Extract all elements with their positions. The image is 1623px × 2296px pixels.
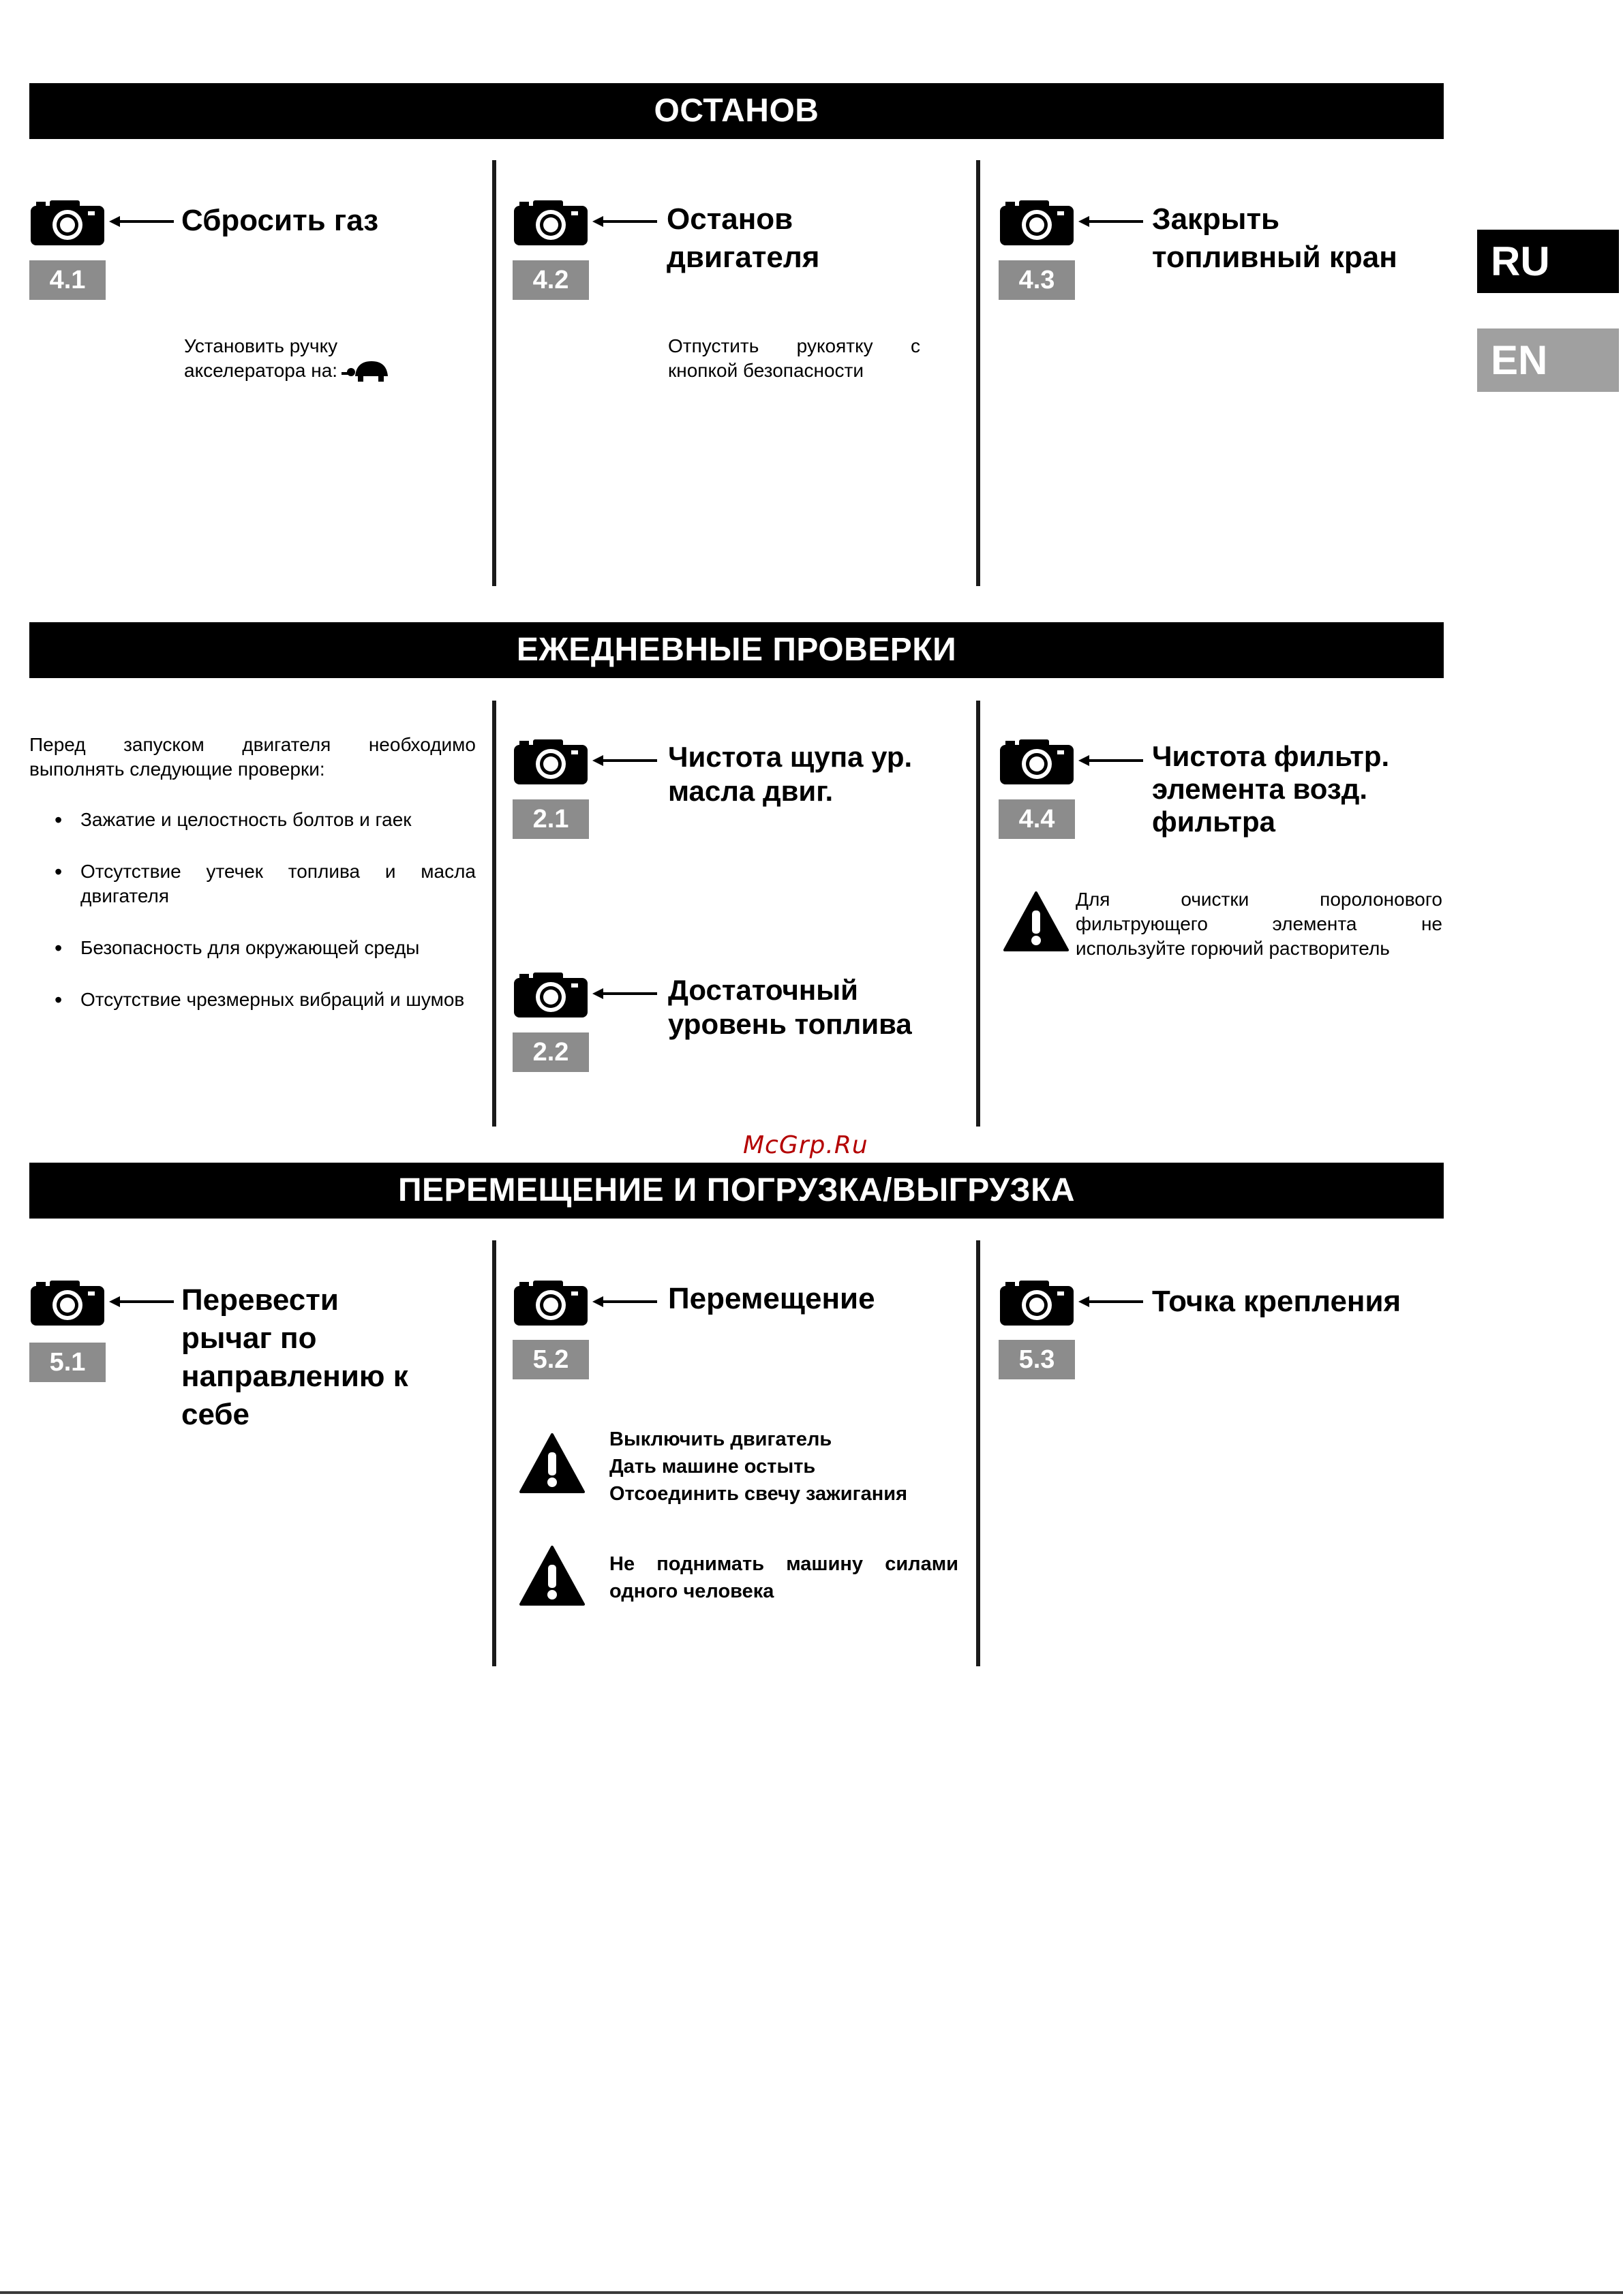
camera-icon: [29, 1279, 106, 1327]
warning-icon: [1003, 891, 1069, 953]
list-item: • Отсутствие чрезмерных вибраций и шумов: [80, 988, 476, 1012]
arrow-left-icon: [592, 215, 657, 228]
watermark: McGrp.Ru: [743, 1131, 868, 1159]
list-item: • Отсутствие утечек топлива и масла двигателя: [80, 859, 476, 908]
step-badge: 4.2: [513, 260, 589, 300]
column-divider: [492, 1240, 496, 1666]
column-divider: [492, 701, 496, 1127]
arrow-left-icon: [592, 987, 657, 1000]
column-divider: [492, 160, 496, 586]
step-note: Установить ручку акселератора на:: [184, 334, 392, 383]
arrow-left-icon: [109, 1295, 174, 1308]
warning-icon: [519, 1546, 585, 1607]
camera-icon: [999, 738, 1075, 786]
step-note: Отпустить рукоятку с кнопкой безопасности: [668, 335, 920, 381]
step-badge: 4.4: [999, 799, 1075, 839]
camera-icon: [513, 738, 589, 786]
camera-icon: [999, 1279, 1075, 1327]
warning-icon: [519, 1433, 585, 1495]
warning-text: Выключить двигатель Дать машине остыть Отсоединить свечу зажигания: [609, 1428, 908, 1505]
arrow-left-icon: [592, 754, 657, 767]
camera-icon: [999, 199, 1075, 247]
warning-text: Не поднимать машину силами одного человека: [609, 1553, 958, 1602]
step-title: Достаточный уровень топлива: [668, 974, 912, 1040]
step-title: Чистота щупа ур. масла двиг.: [668, 741, 913, 807]
camera-icon: [513, 199, 589, 247]
step-badge: 2.1: [513, 799, 589, 839]
step-title: Останов двигателя: [667, 202, 820, 274]
arrow-left-icon: [109, 215, 174, 228]
column-divider: [976, 1240, 980, 1666]
daily-checklist: [80, 808, 476, 1039]
step-title: Сбросить газ: [181, 204, 379, 237]
step-badge: 2.2: [513, 1032, 589, 1072]
column-divider: [976, 701, 980, 1127]
turtle-icon: [342, 358, 392, 383]
arrow-left-icon: [1078, 754, 1143, 767]
section-title-transport: ПЕРЕМЕЩЕНИЕ И ПОГРУЗКА/ВЫГРУЗКА: [29, 1163, 1444, 1219]
arrow-left-icon: [1078, 1295, 1143, 1308]
step-title: Перемещение: [668, 1282, 875, 1315]
step-title: Точка крепления: [1152, 1285, 1401, 1318]
camera-icon: [29, 199, 106, 247]
step-badge: 5.2: [513, 1340, 589, 1379]
camera-icon: [513, 1279, 589, 1327]
step-badge: 4.1: [29, 260, 106, 300]
arrow-left-icon: [1078, 215, 1143, 228]
step-badge: 4.3: [999, 260, 1075, 300]
step-title: Чистота фильтр. элемента возд. фильтра: [1152, 740, 1390, 838]
tab-ru[interactable]: RU: [1477, 230, 1619, 293]
section-title-daily-checks: ЕЖЕДНЕВНЫЕ ПРОВЕРКИ: [29, 622, 1444, 678]
step-title: Перевести рычаг по направлению к себе: [181, 1283, 408, 1431]
warning-text: Для очистки поролонового фильтрующего элемента не используйте горючий растворитель: [1076, 889, 1442, 959]
step-badge: 5.1: [29, 1343, 106, 1382]
daily-intro: Перед запуском двигателя необходимо выполнять следующие проверки:: [29, 734, 476, 780]
step-badge: 5.3: [999, 1340, 1075, 1379]
section-title-stop: ОСТАНОВ: [29, 83, 1444, 139]
list-item: • Зажатие и целостность болтов и гаек: [80, 808, 476, 832]
tab-en[interactable]: EN: [1477, 328, 1619, 392]
column-divider: [976, 160, 980, 586]
camera-icon: [513, 971, 589, 1019]
step-title: Закрыть топливный кран: [1152, 202, 1397, 274]
page-bottom-rule: [0, 2291, 1623, 2294]
list-item: • Безопасность для окружающей среды: [80, 936, 476, 960]
arrow-left-icon: [592, 1295, 657, 1308]
